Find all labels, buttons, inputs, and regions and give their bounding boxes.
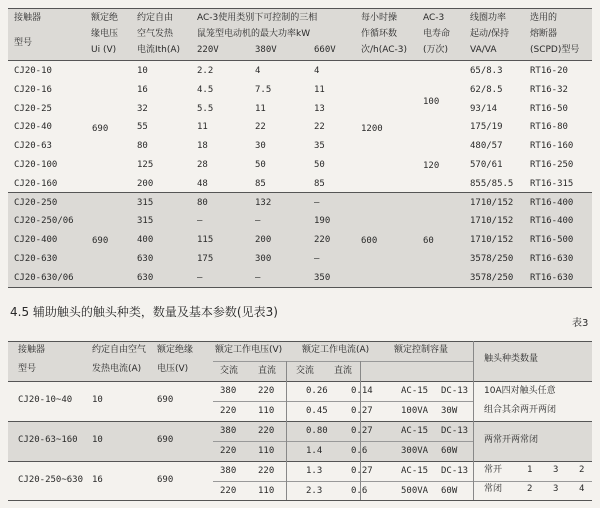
cell-voltage-dc: 220 [258,466,275,476]
cell-current-ac: 1.3 [306,466,323,476]
col-header-ui: Ui (V) [91,45,117,55]
cell-model: CJ20-63~160 [18,435,78,445]
cell-voltage-ac: 220 [220,486,237,496]
cell-power-380v: 7.5 [255,84,272,95]
col-header-coil: VA/VA [470,45,497,55]
cell-ith: 80 [137,141,148,152]
rule [8,461,592,462]
contact-count: 3 [553,484,559,494]
col-header-ith: 约定自由 [137,13,174,23]
rule [8,381,592,382]
cell-coil-power: 62/8.5 [470,84,503,95]
cell-power-220v: — [197,272,203,283]
cell-fuse: RT16-250 [530,160,574,170]
divider [286,361,287,500]
col-header-380v: 380V [255,45,277,55]
contact-types: 组合其余两开两闭 [484,405,557,415]
col-header-ui: 缘电压 [91,29,119,39]
table-label: 表3 [572,318,589,329]
col-header-ops: 次/h(AC-3) [361,45,408,55]
cell-ith: 125 [137,160,154,170]
cell-ith: 315 [137,216,154,227]
col-header-ui: 电压(V) [157,364,189,374]
cell-ui: 690 [157,475,174,485]
col-header-coil: 起动/保持 [470,29,510,39]
cell-power-380v: — [255,216,261,227]
col-header-fuse: 熔断器 [530,29,558,39]
cell-ith: 10 [92,435,103,445]
col-header-ith: 约定自由空气 [92,345,147,355]
cell-ith: 400 [137,235,154,246]
cell-voltage-ac: 380 [220,386,237,396]
cell-power-220v: 11 [197,122,208,133]
cell-capacity-dc: DC-13 [441,426,469,436]
cell-current-dc: 0.6 [351,486,368,496]
col-header-ui: 额定绝 [91,13,119,23]
cell-power-220v: 48 [197,178,208,189]
cell-ith: 10 [137,66,148,76]
col-header-life: (万次) [423,45,449,55]
cell-fuse: RT16-400 [530,197,574,208]
cell-power-220v: 28 [197,160,208,170]
contact-type-label: 常开 [484,465,503,475]
cell-power-660v: 50 [314,160,325,170]
col-header-ith: 空气发热 [137,29,174,39]
cell-fuse: RT16-32 [530,84,568,95]
col-header-life: 电寿命 [423,29,451,39]
cell-model: CJ20-250 [14,197,58,208]
cell-current-ac: 0.26 [306,386,328,396]
rule [213,481,592,482]
contact-count: 2 [527,484,533,494]
col-header-660v: 660V [314,45,336,55]
cell-power-380v: 30 [255,141,266,152]
cell-voltage-dc: 220 [258,426,275,436]
cell-current-ac: 2.3 [306,486,323,496]
cell-life: 100 [423,97,440,107]
col-header-coil: 线圈功率 [470,13,507,23]
cell-capacity-dc: 60W [441,486,458,496]
cell-ith: 16 [92,475,103,485]
cell-ui: 690 [157,435,174,445]
cell-fuse: RT16-315 [530,178,574,189]
cell-model: CJ20-63 [14,141,52,152]
cell-coil-power: 1710/152 [470,216,514,227]
cell-power-220v: 18 [197,141,208,152]
contact-types: 10A四对触头任意 [484,386,556,396]
col-header-dc: 直流 [334,366,353,376]
cell-capacity-dc: 30W [441,406,458,416]
cell-coil-power: 3578/250 [470,254,514,264]
cell-coil-power: 570/61 [470,160,503,170]
rule [8,8,592,9]
section-heading: 4.5 辅助触头的触头种类，数量及基本参数(见表3) [10,305,278,319]
cell-capacity-ac: AC-15 [401,426,429,436]
cell-power-660v: 220 [314,235,331,246]
cell-fuse: RT16-160 [530,141,574,152]
cell-voltage-dc: 110 [258,486,275,496]
cell-current-ac: 0.45 [306,406,328,416]
cell-fuse: RT16-500 [530,235,574,246]
rule [8,421,592,422]
col-header-ac: 交流 [220,366,239,376]
cell-voltage-ac: 220 [220,446,237,456]
cell-current-ac: 1.4 [306,446,323,456]
cell-coil-power: 1710/152 [470,235,514,246]
cell-voltage-dc: 110 [258,446,275,456]
divider [473,341,474,500]
cell-coil-power: 480/57 [470,141,503,152]
col-header-ui: 额定绝缘 [157,345,194,355]
cell-power-660v: 4 [314,66,320,76]
cell-fuse: RT16-630 [530,272,574,283]
cell-power-380v: 85 [255,178,266,189]
cell-current-dc: 0.14 [351,386,373,396]
cell-capacity-dc: 60W [441,446,458,456]
col-header-fuse: (SCPD)型号 [530,45,580,55]
cell-voltage-dc: 110 [258,406,275,416]
cell-current-dc: 0.6 [351,446,368,456]
col-header-220v: 220V [197,45,219,55]
cell-power-660v: 35 [314,141,325,152]
cell-current-dc: 0.27 [351,466,373,476]
cell-power-380v: 22 [255,122,266,133]
cell-ith: 315 [137,197,154,208]
cell-power-380v: 50 [255,160,266,170]
contact-count: 4 [579,484,585,494]
cell-model: CJ20-40 [14,122,52,133]
cell-current-dc: 0.27 [351,406,373,416]
rule [8,287,592,288]
rule [213,361,473,362]
cell-power-220v: 4.5 [197,84,214,95]
cell-fuse: RT16-20 [530,66,568,76]
cell-ith: 32 [137,103,148,114]
rule [8,60,592,61]
contact-types: 两常开两常闭 [484,435,539,445]
cell-capacity-ac: AC-15 [401,386,429,396]
contact-count: 3 [553,465,559,475]
cell-coil-power: 3578/250 [470,272,514,283]
cell-capacity-dc: DC-13 [441,386,469,396]
cell-life: 60 [423,236,434,246]
cell-model: CJ20-630/06 [14,272,74,283]
cell-ops: 600 [361,236,378,246]
cell-model: CJ20-400 [14,235,58,246]
contact-count: 1 [527,465,533,475]
cell-power-220v: 115 [197,235,214,246]
cell-current-ac: 0.80 [306,426,328,436]
cell-coil-power: 855/85.5 [470,178,514,189]
cell-capacity-ac: AC-15 [401,466,429,476]
cell-fuse: RT16-80 [530,122,568,133]
cell-current-dc: 0.27 [351,426,373,436]
cell-model: CJ20-630 [14,254,58,264]
cell-power-220v: — [197,216,203,227]
cell-ith: 200 [137,178,154,189]
cell-ith: 630 [137,272,154,283]
col-header-fuse: 选用的 [530,13,558,23]
cell-voltage-ac: 380 [220,426,237,436]
col-header-types: 触头种类数量 [484,354,539,364]
col-header-life: AC-3 [423,13,445,23]
cell-power-380v: — [255,272,261,283]
rule [8,500,592,501]
col-header-model: 接触器 [14,13,42,23]
col-header-dc: 直流 [258,366,277,376]
cell-power-380v: 200 [255,235,272,246]
cell-power-220v: 2.2 [197,66,214,76]
cell-coil-power: 65/8.3 [470,66,503,76]
cell-power-220v: 80 [197,197,208,208]
rule [8,192,592,193]
cell-model: CJ20-160 [14,178,58,189]
cell-fuse: RT16-400 [530,216,574,227]
cell-power-660v: 85 [314,178,325,189]
cell-power-380v: 11 [255,103,266,114]
cell-ui: 690 [92,124,109,134]
cell-power-220v: 175 [197,254,214,264]
cell-capacity-dc: DC-13 [441,466,469,476]
cell-ui: 690 [157,395,174,405]
rule [213,401,473,402]
cell-ith: 10 [92,395,103,405]
col-header-ops: 每小时操 [361,13,398,23]
cell-voltage-ac: 220 [220,406,237,416]
col-header-ops: 作循环数 [361,29,398,39]
cell-ops: 1200 [361,124,383,134]
cell-power-660v: 190 [314,216,331,227]
cell-power-660v: 350 [314,272,331,283]
cell-coil-power: 93/14 [470,103,498,114]
cell-fuse: RT16-630 [530,254,574,264]
cell-coil-power: 175/19 [470,122,503,133]
rule [8,341,592,342]
col-header-voltage: 额定工作电压(V) [215,345,283,355]
cell-model: CJ20-10~40 [18,395,73,405]
cell-capacity-ac: 300VA [401,446,429,456]
cell-power-660v: 13 [314,103,325,114]
cell-power-380v: 4 [255,66,261,76]
cell-power-380v: 300 [255,254,272,264]
cell-model: CJ20-16 [14,84,52,95]
col-header-ith: 电流Ith(A) [137,45,181,55]
col-header-power: 鼠笼型电动机的最大功率kW [197,29,311,39]
cell-coil-power: 1710/152 [470,197,514,208]
col-header-model: 型号 [18,364,37,374]
col-header-ith: 发热电流(A) [92,364,142,374]
cell-capacity-ac: 500VA [401,486,429,496]
col-header-ac: 交流 [296,366,315,376]
cell-model: CJ20-250/06 [14,216,74,227]
cell-model: CJ20-100 [14,160,58,170]
cell-ith: 16 [137,84,148,95]
cell-model: CJ20-10 [14,66,52,76]
cell-power-660v: 11 [314,84,325,95]
col-header-model: 接触器 [18,345,46,355]
cell-power-660v: 22 [314,122,325,133]
cell-life: 120 [423,161,440,171]
col-header-current: 额定工作电流(A) [302,345,370,355]
col-header-power: AC-3使用类别下可控制的三相 [197,13,318,23]
rule [213,441,473,442]
col-header-model: 型号 [14,38,33,48]
cell-fuse: RT16-50 [530,103,568,114]
cell-power-660v: — [314,254,320,264]
contact-count: 2 [579,465,585,475]
cell-ith: 630 [137,254,154,264]
cell-model: CJ20-250~630 [18,475,84,485]
cell-model: CJ20-25 [14,103,52,114]
cell-ui: 690 [92,236,109,246]
cell-ith: 55 [137,122,148,133]
cell-power-220v: 5.5 [197,103,214,114]
cell-power-660v: — [314,197,320,208]
col-header-capacity: 额定控制容量 [394,345,449,355]
cell-power-380v: 132 [255,197,272,208]
cell-voltage-ac: 380 [220,466,237,476]
contact-type-label: 常闭 [484,484,503,494]
cell-capacity-ac: 100VA [401,406,429,416]
cell-voltage-dc: 220 [258,386,275,396]
